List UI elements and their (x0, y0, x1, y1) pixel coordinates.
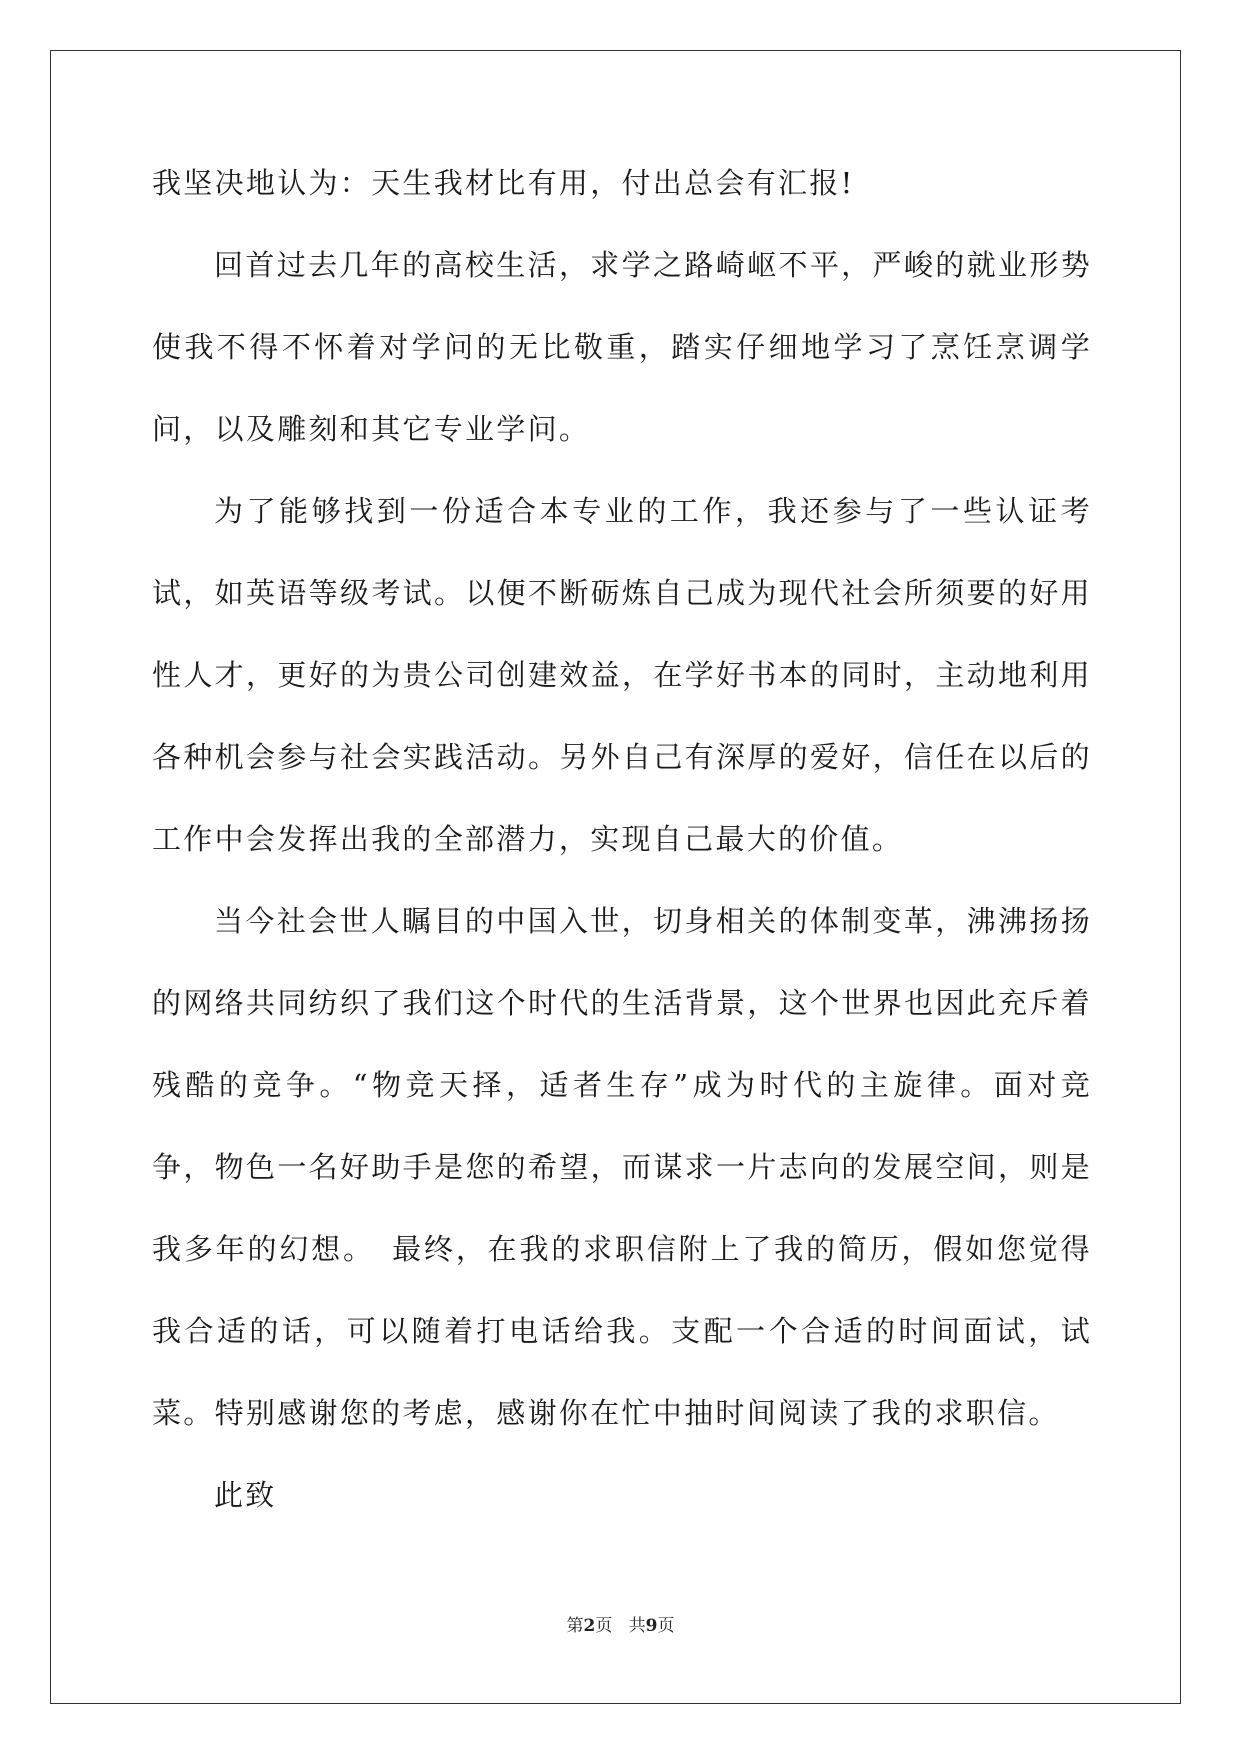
paragraph: 我坚决地认为：天生我材比有用，付出总会有汇报! (152, 166, 855, 200)
paragraph: 回首过去几年的高校生活，求学之路崎岖不平，严峻的就业形势使我不得不怀着对学问的无比敬重，踏实仔细地学习了烹饪烹调学问，以及雕刻和其它专业学问。 (152, 248, 1092, 446)
footer-total-prefix: 共 (628, 1616, 646, 1636)
total-pages: 9 (645, 1616, 658, 1636)
footer-total-suffix: 页 (657, 1616, 675, 1636)
paragraph: 此致 (214, 1478, 277, 1512)
page-footer (0, 1611, 1241, 1636)
paragraph: 为了能够找到一份适合本专业的工作，我还参与了一些认证考试，如英语等级考试。以便不断砺炼自己成为现代社会所须要的好用性人才，更好的为贵公司创建效益，在学好书本的同时，主动地利用各种机会参与社会实践活动。另外自己有深厚的爱好，信任在以后的工作中会发挥出我的全部潜力，实现自己最大的价值。 (152, 494, 1092, 856)
page-number: 2 (583, 1616, 596, 1636)
footer-prefix: 第 (566, 1616, 584, 1636)
document-body (152, 167, 1092, 1536)
paragraph: 当今社会世人瞩目的中国入世，切身相关的体制变革，沸沸扬扬的网络共同纺织了我们这个时代的生活背景，这个世界也因此充斥着残酷的竞争。“物竞天择，适者生存”成为时代的主旋律。面对竞争，物色一名好助手是您的希望，而谋求一片志向的发展空间，则是我多年的幻想。 最终，在我的求职信附上了我的简历，假如您觉得我合适的话，可以随着打电话给我。支配一个合适的时间面试，试菜。特别感谢您的考虑，感谢你在忙中抽时间阅读了我的求职信。 (152, 904, 1092, 1430)
footer-page-suffix: 页 (595, 1616, 613, 1636)
